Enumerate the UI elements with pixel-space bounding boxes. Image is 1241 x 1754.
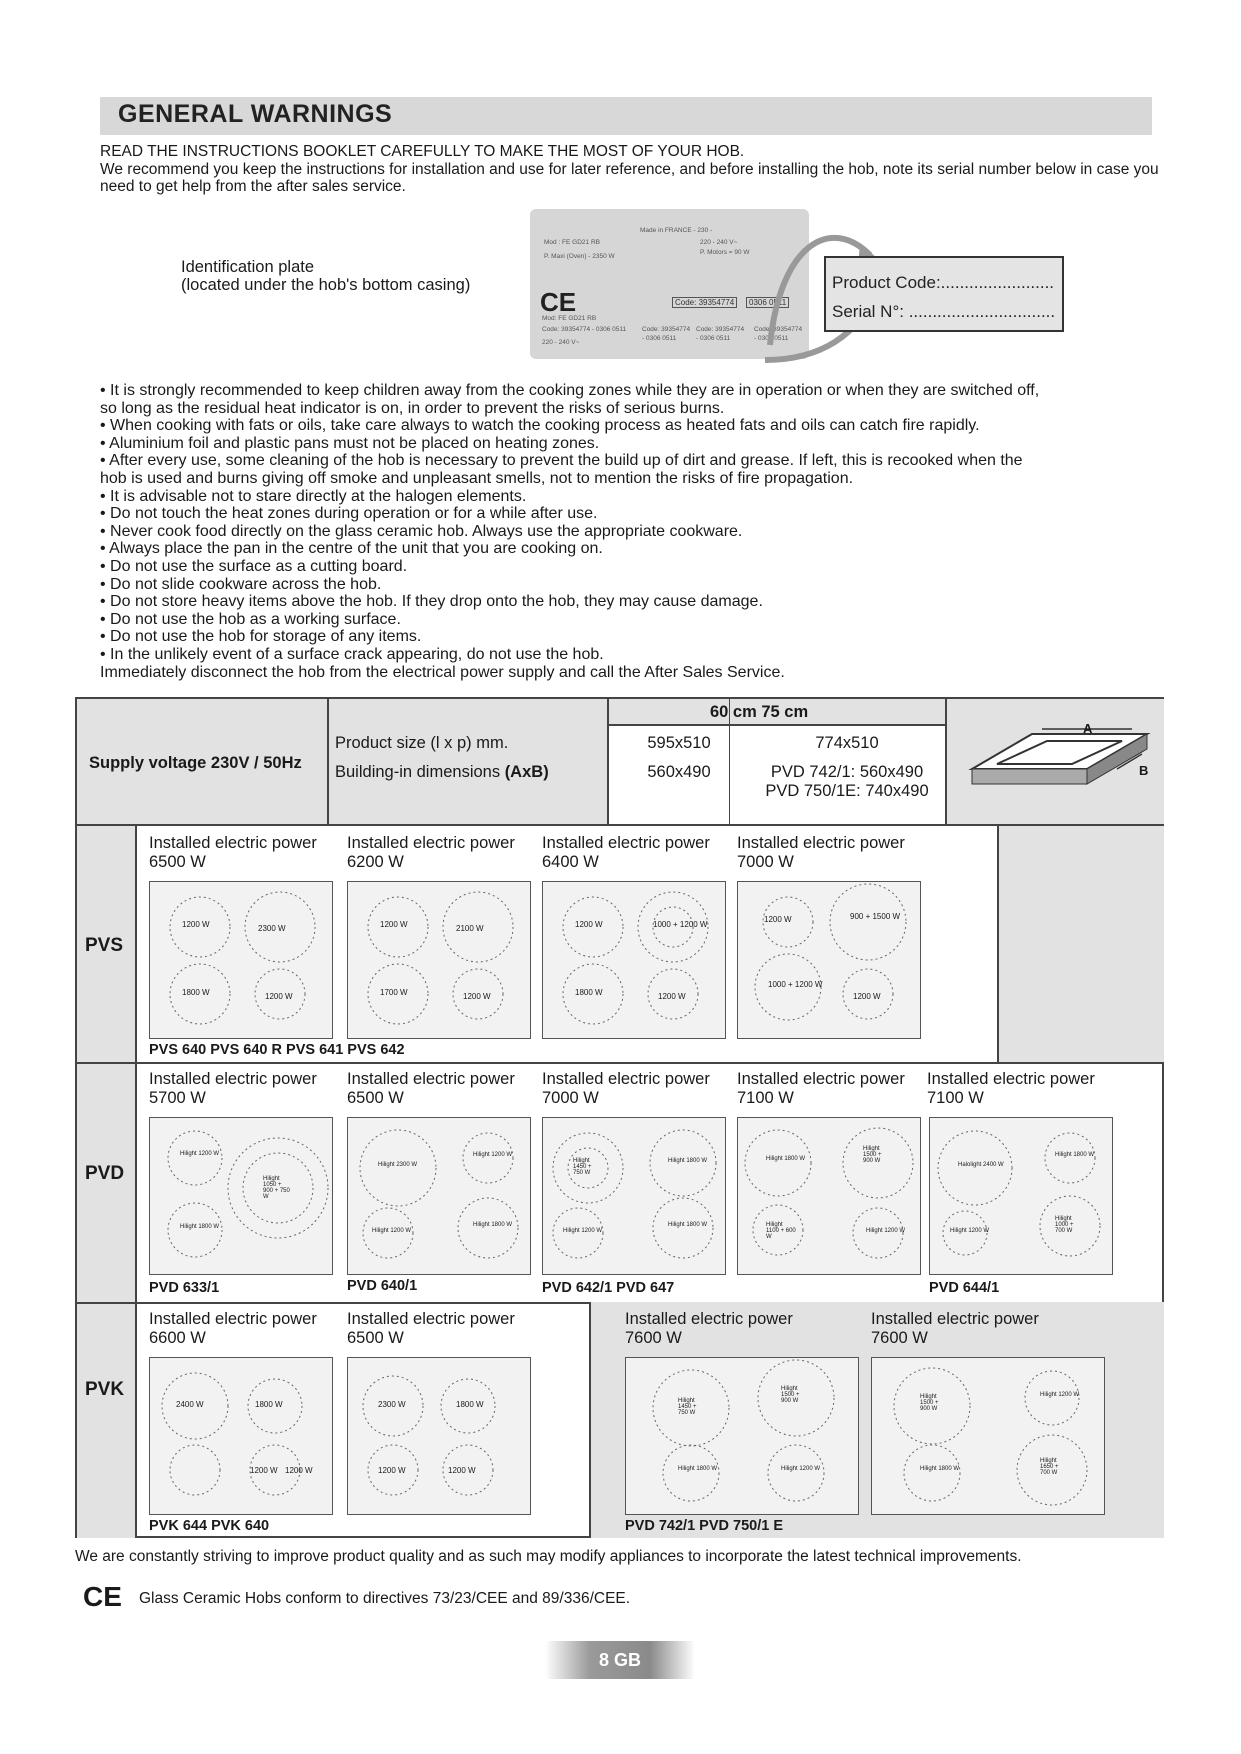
plate-c3b: - 0306 0511 bbox=[754, 335, 789, 342]
ce-mark-icon: CE bbox=[83, 1581, 122, 1612]
warnings-list bbox=[100, 382, 1160, 681]
identification-label-location: (located under the hob's bottom casing) bbox=[181, 276, 471, 294]
pvd-model-3: PVD 642/1 PVD 647 bbox=[542, 1280, 675, 1296]
pvk-power-3 bbox=[625, 1310, 793, 1348]
hob-zones-svg bbox=[150, 1358, 334, 1516]
hob-zones-svg bbox=[348, 1118, 532, 1276]
power-value: 6500 W bbox=[347, 1329, 404, 1347]
zone-label: Hilight 1650 + 700 W bbox=[1040, 1458, 1059, 1476]
zone-label: 1200 W bbox=[764, 915, 792, 924]
power-value: 6200 W bbox=[347, 853, 404, 871]
pvk-divider bbox=[589, 1302, 591, 1538]
power-label: Installed electric power bbox=[737, 834, 905, 852]
identification-label-title: Identification plate bbox=[181, 258, 315, 276]
hob-zones-svg bbox=[543, 1118, 727, 1276]
plate-ce-mark: CE bbox=[540, 287, 577, 317]
power-value: 7100 W bbox=[737, 1089, 794, 1107]
row-label-pvd: PVD bbox=[85, 1163, 125, 1184]
width-header: 60 cm 75 cm bbox=[710, 703, 809, 721]
plate-c3: Code: 39354774 bbox=[754, 326, 803, 333]
zone-label: Hilight 1200 W bbox=[473, 1152, 513, 1158]
product-size-label: Product size (l x p) mm. bbox=[335, 734, 509, 752]
power-label: Installed electric power bbox=[625, 1310, 793, 1328]
hob-zones-svg bbox=[543, 882, 727, 1040]
zone-label: 1200 W bbox=[250, 1466, 278, 1475]
serial-number-field: Serial N°: ............................... bbox=[832, 302, 1056, 321]
zone-label: Hilight 1800 W bbox=[678, 1466, 718, 1472]
zone-label: Hilight 1200 W bbox=[180, 1151, 220, 1157]
building-in-axb: (AxB) bbox=[504, 763, 549, 781]
zone-label: Halolight 2400 W bbox=[958, 1162, 1004, 1168]
pvk-power-1 bbox=[149, 1310, 317, 1348]
zone-label: Hilight 1800 W bbox=[668, 1158, 708, 1164]
zone-label: 1200 W bbox=[463, 992, 491, 1001]
pvk-power-4 bbox=[871, 1310, 1039, 1348]
hob-zones-svg bbox=[348, 882, 532, 1040]
pvd-power-2 bbox=[347, 1070, 515, 1108]
zone-label: Hilight 2300 W bbox=[378, 1162, 418, 1168]
hob-zones-svg bbox=[738, 1118, 922, 1276]
power-label: Installed electric power bbox=[149, 1070, 317, 1088]
hob-diagram-pvk-3 bbox=[625, 1357, 859, 1515]
zone-label: Hilight 1800 W bbox=[473, 1222, 513, 1228]
plate-code: Code: 39354774 bbox=[672, 297, 737, 308]
zone-label: Hilight 1500 + 900 W bbox=[920, 1394, 939, 1412]
power-value: 6600 W bbox=[149, 1329, 206, 1347]
pvd-model-4: PVD 644/1 bbox=[929, 1280, 1000, 1296]
supply-voltage: Supply voltage 230V / 50Hz bbox=[89, 754, 302, 772]
power-label: Installed electric power bbox=[542, 834, 710, 852]
zone-label: 1200 W bbox=[378, 1466, 406, 1475]
pvs-power-3 bbox=[542, 834, 710, 872]
zone-label: 1800 W bbox=[182, 988, 210, 997]
warning-item: • Do not slide cookware across the hob. bbox=[100, 576, 1160, 594]
zone-label: 1800 W bbox=[456, 1400, 484, 1409]
power-label: Installed electric power bbox=[542, 1070, 710, 1088]
hob-diagram-pvs-1 bbox=[149, 881, 333, 1039]
warning-item: • Always place the pan in the centre of the unit that you are cooking on. bbox=[100, 540, 1160, 558]
warning-item: • Do not touch the heat zones during operation or for a while after use. bbox=[100, 505, 1160, 523]
footer-text: We are constantly striving to improve product quality and as such may modify appliances to incorporate the latest technical improvements. bbox=[75, 1548, 1022, 1565]
power-value: 6500 W bbox=[149, 853, 206, 871]
w75-build-2: PVD 750/1E: 740x490 bbox=[765, 782, 929, 800]
hob-dimension-diagram bbox=[957, 714, 1157, 814]
intro-line-2: We recommend you keep the instructions for installation and use for later reference, and before installing the hob, note its serial number below in case you need to get help from the after sales service. bbox=[100, 160, 1159, 195]
zone-label: 900 + 1500 W bbox=[850, 912, 901, 921]
hob-diagram-pvs-2 bbox=[347, 881, 531, 1039]
warning-item: • Never cook food directly on the glass ceramic hob. Always use the appropriate cookware. bbox=[100, 523, 1160, 541]
zone-label: 1200 W bbox=[182, 920, 210, 929]
plate-c2b: - 0306 0511 bbox=[696, 335, 731, 342]
row-divider-pvs bbox=[77, 1062, 1164, 1064]
zone-label: Hilight 1050 + 900 + 750 W bbox=[263, 1176, 290, 1200]
warning-item: • Do not use the surface as a cutting board. bbox=[100, 558, 1160, 576]
pvs-power-4 bbox=[737, 834, 905, 872]
zone-label: 2100 W bbox=[456, 924, 484, 933]
zone-label: Hilight 1500 + 900 W bbox=[863, 1146, 882, 1164]
power-value: 7600 W bbox=[871, 1329, 928, 1347]
zone-label: Hilight 1200 W bbox=[372, 1228, 412, 1234]
warning-item: • It is advisable not to stare directly at the halogen elements. bbox=[100, 488, 1160, 506]
intro-line-1: READ THE INSTRUCTIONS BOOKLET CAREFULLY TO MAKE THE MOST OF YOUR HOB. bbox=[100, 143, 745, 160]
row-label-pvs: PVS bbox=[85, 935, 124, 956]
page-number: 8 GB bbox=[545, 1641, 695, 1679]
hob-diagram-pvd-2 bbox=[347, 1117, 531, 1275]
hob-zones-svg bbox=[348, 1358, 532, 1516]
zone-label: Hilight 1800 W bbox=[1055, 1152, 1095, 1158]
hob-diagram-pvd-4 bbox=[737, 1117, 921, 1275]
power-label: Installed electric power bbox=[149, 834, 317, 852]
power-value: 7000 W bbox=[542, 1089, 599, 1107]
hob-zones-svg bbox=[150, 1118, 334, 1276]
zone-label: 2300 W bbox=[258, 924, 286, 933]
warning-item-cont: hob is used and burns giving off smoke and unpleasant smells, not to mention the risks of fire propagation. bbox=[100, 469, 854, 487]
hob-zones-svg bbox=[738, 882, 922, 1040]
w75-size: 774x510 bbox=[815, 734, 879, 752]
power-label: Installed electric power bbox=[149, 1310, 317, 1328]
power-value: 6400 W bbox=[542, 853, 599, 871]
zone-label: Hilight 1200 W bbox=[1040, 1392, 1080, 1398]
power-label: Installed electric power bbox=[927, 1070, 1095, 1088]
w60-build: 560x490 bbox=[647, 763, 711, 781]
plate-serial: 0306 0511 bbox=[746, 297, 789, 308]
zone-label: 1000 + 1200 W bbox=[768, 980, 823, 989]
power-value: 6500 W bbox=[347, 1089, 404, 1107]
pvk-power-2 bbox=[347, 1310, 515, 1348]
warning-item-cont: Immediately disconnect the hob from the electrical power supply and call the After Sales Service. bbox=[100, 663, 785, 681]
plate-pmaxi: P. Maxi (Oven) - 2350 W bbox=[544, 253, 615, 260]
zone-label: 1200 W bbox=[448, 1466, 476, 1475]
power-label: Installed electric power bbox=[347, 1310, 515, 1328]
zone-label: Hilight 1200 W bbox=[781, 1466, 821, 1472]
page-title: GENERAL WARNINGS bbox=[118, 100, 393, 128]
pvd-power-4 bbox=[737, 1070, 905, 1108]
pvd-model-1: PVD 633/1 bbox=[149, 1280, 220, 1296]
zone-label: Hilight 1450 + 750 W bbox=[678, 1398, 697, 1416]
zone-label: 2300 W bbox=[378, 1400, 406, 1409]
zone-label: Hilight 1200 W bbox=[866, 1228, 906, 1234]
plate-c1: Code: 39354774 bbox=[642, 326, 691, 333]
hob-diagram-pvd-1 bbox=[149, 1117, 333, 1275]
zone-label: Hilight 1200 W bbox=[950, 1228, 990, 1234]
plate-voltage: 220 - 240 V~ bbox=[700, 239, 738, 246]
diagram-label-a: A bbox=[1083, 721, 1093, 736]
warning-item: • After every use, some cleaning of the hob is necessary to prevent the build up of dirt and grease. If left, this is recooked when the bbox=[100, 452, 1160, 470]
zone-label: 1000 + 1200 W bbox=[653, 920, 708, 929]
building-in-text: Building-in dimensions bbox=[335, 763, 505, 781]
hob-diagram-pvd-5 bbox=[929, 1117, 1113, 1275]
warning-item: • It is strongly recommended to keep children away from the cooking zones while they are in operation or when they are switched off, bbox=[100, 382, 1160, 400]
zone-label: Hilight 1000 + 700 W bbox=[1055, 1216, 1074, 1234]
plate-mod: Mod : FE GD21 RB bbox=[544, 239, 600, 246]
plate-c1b: - 0306 0511 bbox=[642, 335, 677, 342]
pvd-power-3 bbox=[542, 1070, 710, 1108]
hob-diagram-pvs-3 bbox=[542, 881, 726, 1039]
zone-label: Hilight 1200 W bbox=[563, 1228, 603, 1234]
hob-diagram-pvd-3 bbox=[542, 1117, 726, 1275]
pvs-models: PVS 640 PVS 640 R PVS 641 PVS 642 bbox=[149, 1042, 405, 1058]
pvd-power-5 bbox=[927, 1070, 1095, 1108]
pvd-power-1 bbox=[149, 1070, 317, 1108]
zone-label: Hilight 1800 W bbox=[766, 1156, 806, 1162]
power-label: Installed electric power bbox=[737, 1070, 905, 1088]
zone-label: Hilight 1800 W bbox=[668, 1222, 708, 1228]
hob-diagram-pvs-4 bbox=[737, 881, 921, 1039]
power-label: Installed electric power bbox=[347, 834, 515, 852]
hob-zones-svg bbox=[150, 882, 334, 1040]
plate-voltage-2: 220 - 240 V~ bbox=[542, 339, 580, 346]
plate-made-in: Made in FRANCE - 230 - bbox=[640, 227, 713, 234]
zone-label: 1800 W bbox=[575, 988, 603, 997]
plate-code-line: Code: 39354774 - 0306 0511 bbox=[542, 326, 627, 333]
zone-label: 1200 W bbox=[285, 1466, 313, 1475]
product-code-field: Product Code:........................ bbox=[832, 273, 1055, 292]
pvs-power-1 bbox=[149, 834, 317, 872]
zone-label: Hilight 1800 W bbox=[180, 1224, 220, 1230]
pvd-model-2: PVD 640/1 bbox=[347, 1278, 418, 1294]
power-value: 7000 W bbox=[737, 853, 794, 871]
plate-c2: Code: 39354774 bbox=[696, 326, 745, 333]
zone-label: 1200 W bbox=[658, 992, 686, 1001]
zone-label: Hilight 1800 W bbox=[920, 1466, 960, 1472]
zone-label: 1700 W bbox=[380, 988, 408, 997]
ce-conformity-text: Glass Ceramic Hobs conform to directives 73/23/CEE and 89/336/CEE. bbox=[139, 1590, 631, 1607]
zone-label: 2400 W bbox=[176, 1400, 204, 1409]
warning-item: • When cooking with fats or oils, take care always to watch the cooking process as heated fats and oils can catch fire rapidly. bbox=[100, 417, 1160, 435]
hob-zones-svg bbox=[872, 1358, 1106, 1516]
power-label: Installed electric power bbox=[347, 1070, 515, 1088]
warning-item: • Do not use the hob for storage of any items. bbox=[100, 628, 1160, 646]
power-label: Installed electric power bbox=[871, 1310, 1039, 1328]
pvk-model-2: PVD 742/1 PVD 750/1 E bbox=[625, 1518, 783, 1534]
row-label-pvk: PVK bbox=[85, 1379, 125, 1400]
zone-label: 1200 W bbox=[380, 920, 408, 929]
zone-label: Hilight 1450 + 750 W bbox=[573, 1158, 592, 1176]
hob-diagram-pvk-1 bbox=[149, 1357, 333, 1515]
power-value: 7600 W bbox=[625, 1329, 682, 1347]
pvs-empty-cell bbox=[997, 826, 1164, 1062]
plate-pmotors: P. Motors = 90 W bbox=[700, 249, 750, 256]
zone-label: 1200 W bbox=[853, 992, 881, 1001]
warning-item: • Do not store heavy items above the hob. If they drop onto the hob, they may cause damage. bbox=[100, 593, 1160, 611]
power-value: 7100 W bbox=[927, 1089, 984, 1107]
zone-label: Hilight 1100 + 600 W bbox=[766, 1222, 796, 1240]
product-code-box bbox=[824, 256, 1064, 332]
hob-diagram-pvk-2 bbox=[347, 1357, 531, 1515]
spec-table bbox=[75, 697, 1164, 1538]
w60-size: 595x510 bbox=[647, 734, 711, 752]
warning-item: • Aluminium foil and plastic pans must not be placed on heating zones. bbox=[100, 435, 1160, 453]
diagram-label-b: B bbox=[1139, 763, 1149, 778]
zone-label: 1200 W bbox=[265, 992, 293, 1001]
warning-item: • In the unlikely event of a surface crack appearing, do not use the hob. bbox=[100, 646, 1160, 664]
pvk-model-1: PVK 644 PVK 640 bbox=[149, 1518, 270, 1534]
hob-zones-svg bbox=[626, 1358, 860, 1516]
hob-diagram-pvk-4 bbox=[871, 1357, 1105, 1515]
zone-label: Hilight 1500 + 900 W bbox=[781, 1386, 800, 1404]
building-in-label bbox=[335, 763, 549, 782]
warning-item: • Do not use the hob as a working surface. bbox=[100, 611, 1160, 629]
zone-label: 1800 W bbox=[255, 1400, 283, 1409]
hob-zones-svg bbox=[930, 1118, 1114, 1276]
warning-item-cont: so long as the residual heat indicator is on, in order to prevent the risks of serious burns. bbox=[100, 399, 725, 417]
w75-build-1: PVD 742/1: 560x490 bbox=[770, 763, 924, 781]
zone-label: 1200 W bbox=[575, 920, 603, 929]
pvs-power-2 bbox=[347, 834, 515, 872]
plate-mod-2: Mod: FE GD21 RB bbox=[542, 315, 597, 322]
power-value: 5700 W bbox=[149, 1089, 206, 1107]
identification-label bbox=[181, 258, 470, 294]
intro-text bbox=[100, 143, 1160, 196]
